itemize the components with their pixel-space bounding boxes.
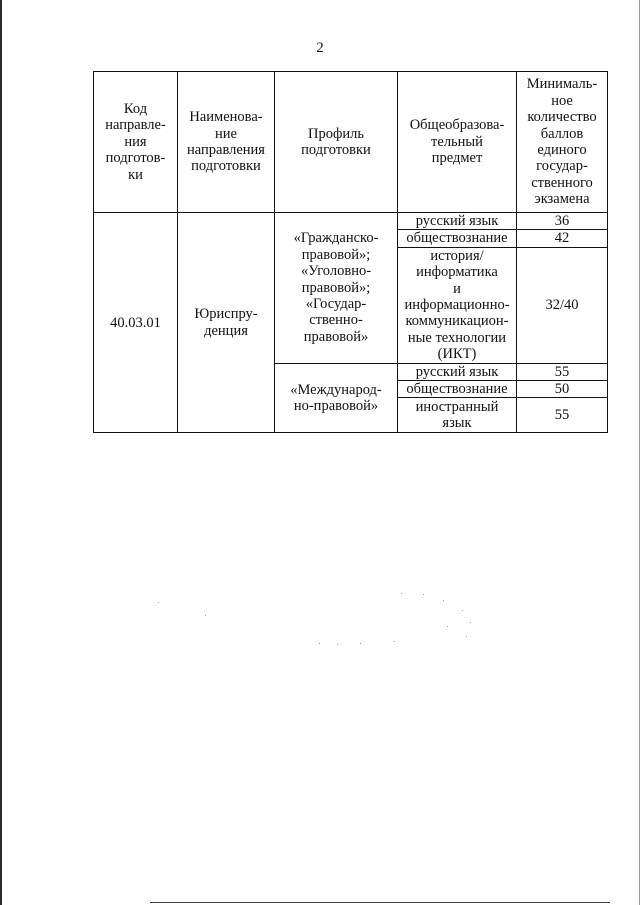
cell-subject: обществознание: [398, 381, 517, 398]
page-number: 2: [316, 40, 324, 56]
scan-speck: [466, 636, 467, 637]
scan-speck: [447, 626, 448, 627]
cell-subject: русский язык: [398, 213, 517, 230]
cell-subject: иностранный язык: [398, 398, 517, 433]
cell-direction: Юриспру- денция: [178, 213, 275, 433]
scan-speck: [360, 643, 361, 644]
scan-speck: [443, 600, 444, 601]
cell-code: 40.03.01: [94, 213, 178, 433]
exam-scores-table-wrap: [93, 71, 608, 433]
scan-speck: [205, 615, 206, 616]
cell-score: 42: [517, 230, 608, 247]
scan-edge-left: [0, 0, 2, 905]
scan-speck: [158, 602, 159, 603]
scan-speck: [401, 593, 402, 594]
header-profile: Профиль подготовки: [275, 72, 398, 213]
exam-scores-table: [93, 71, 608, 433]
scan-edge-bottom: [150, 902, 610, 903]
scan-speck: [394, 641, 395, 642]
cell-profile-1: «Гражданско- правовой»; «Уголовно- правовой»; «Государ- ственно- правовой»: [275, 213, 398, 364]
cell-profile-2: «Международ- но-правовой»: [275, 363, 398, 433]
cell-score: 32/40: [517, 247, 608, 363]
scan-speck: [462, 610, 463, 611]
cell-score: 55: [517, 363, 608, 380]
scan-speck: [423, 594, 424, 595]
cell-subject: русский язык: [398, 363, 517, 380]
table-row: [94, 213, 608, 230]
cell-score: 50: [517, 381, 608, 398]
cell-score: 55: [517, 398, 608, 433]
scan-speck: [319, 643, 320, 644]
cell-subject: история/ информатика и информационно- коммуникацион- ные технологии (ИКТ): [398, 247, 517, 363]
header-row: [94, 72, 608, 213]
cell-score: 36: [517, 213, 608, 230]
header-code: Код направле- ния подготов- ки: [94, 72, 178, 213]
scan-speck: [337, 644, 338, 645]
header-min-score: Минималь- ное количество баллов единого государ- ственного экзамена: [517, 72, 608, 213]
header-subject: Общеобразова- тельный предмет: [398, 72, 517, 213]
header-direction: Наименова- ние направления подготовки: [178, 72, 275, 213]
scan-speck: [470, 622, 471, 623]
cell-subject: обществознание: [398, 230, 517, 247]
